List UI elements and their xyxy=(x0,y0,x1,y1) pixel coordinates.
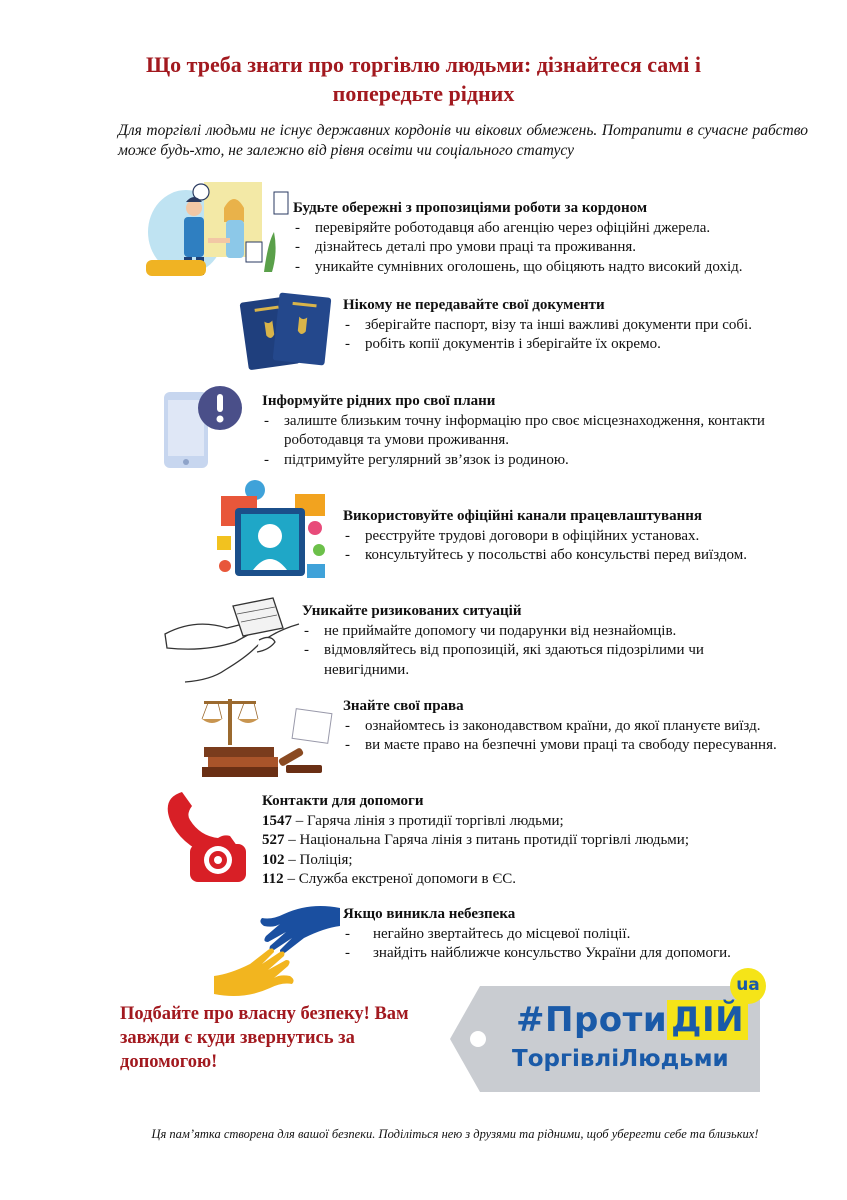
section-heading: Використовуйте офіційні канали працевлаштування xyxy=(343,508,703,524)
section-heading: Нікому не передавайте свої документи xyxy=(343,297,605,313)
money-handover-icon xyxy=(163,594,301,686)
intro-text: Для торгівлі людьми не існує державних кордонів чи вікових обмежень. Потрапити в сучасне рабство може будь-хто, не залежно від рівня освіти чи соціального статусу xyxy=(118,122,808,159)
contact-line xyxy=(262,831,802,851)
list-item: - залиште близьким точну інформацію про своє місцезнаходження, контакти роботодавця та умови проживання. xyxy=(262,412,802,451)
footer-note: Ця пам’ятка створена для вашої безпеки. Поділіться нею з друзями та рідними, щоб уберегти себе та близьких! xyxy=(151,1127,759,1141)
page-title: Що треба знати про торгівлю людьми: дізнайтеся самі і попередьте рідних xyxy=(145,52,701,106)
list-item: - знайдіть найближче консульство України для допомоги. xyxy=(343,944,813,964)
logo-hashtag-highlight: ДІЙ xyxy=(667,1000,748,1040)
list-item: - уникайте сумнівних оголошень, що обіцяють надто високий дохід. xyxy=(293,258,813,278)
list-item: - робіть копії документів і зберігайте їх окремо. xyxy=(343,335,813,355)
logo-ua-badge: ua xyxy=(730,968,766,1004)
logo-hashtag-part: #Проти xyxy=(516,1000,668,1040)
list-item: - ознайомтесь із законодавством країни, до якої плануєте виїзд. xyxy=(343,717,813,737)
section-official-channels xyxy=(343,507,813,566)
section-job-offers xyxy=(293,199,813,277)
contact-line xyxy=(262,812,802,832)
hotline-text: – Поліція; xyxy=(284,851,353,868)
section-heading: Знайте свої права xyxy=(343,698,464,714)
section-heading: Інформуйте рідних про свої плани xyxy=(262,393,496,409)
list-item: - ви маєте право на безпечні умови праці та свободу пересування. xyxy=(343,736,813,756)
section-heading: Будьте обережні з пропозиціями роботи за кордоном xyxy=(293,200,648,216)
section-inform-relatives xyxy=(262,392,802,470)
online-channels-icon xyxy=(215,478,335,586)
contacts-heading: Контакти для допомоги xyxy=(262,793,424,809)
logo-subtitle: ТоргівліЛюдьми xyxy=(512,1046,729,1072)
section-heading: Якщо виникла небезпека xyxy=(343,906,516,922)
section-contacts xyxy=(262,792,802,890)
section-risky-situations xyxy=(302,602,782,680)
list-item: - відмовляйтесь від пропозицій, які здаються підозрілими чи невигідними. xyxy=(302,641,782,680)
job-interview-illustration xyxy=(146,172,296,278)
list-item: - дізнайтесь деталі про умови праці та проживання. xyxy=(293,238,813,258)
section-documents xyxy=(343,296,813,355)
red-telephone-icon xyxy=(164,790,260,886)
hotline-text: – Служба екстреної допомоги в ЄС. xyxy=(283,871,517,887)
law-scales-icon xyxy=(198,693,334,779)
contact-line xyxy=(262,870,802,890)
list-item: - зберігайте паспорт, візу та інші важливі документи при собі. xyxy=(343,316,813,336)
hotline-number: 112 xyxy=(262,871,284,887)
list-item: - негайно звертайтесь до місцевої поліції. xyxy=(343,925,813,945)
list-item: - не приймайте допомогу чи подарунки від незнайомців. xyxy=(302,622,782,642)
section-know-rights xyxy=(343,697,813,756)
section-danger xyxy=(343,905,813,964)
campaign-logo xyxy=(436,966,776,1100)
phone-alert-icon xyxy=(160,386,250,470)
hotline-text: – Національна Гаряча лінія з питань протидії торгівлі людьми; xyxy=(284,832,689,848)
list-item: - консультуйтесь у посольстві або консульстві перед виїздом. xyxy=(343,546,813,566)
section-heading: Уникайте ризикованих ситуацій xyxy=(302,603,522,619)
logo-hashtag xyxy=(516,1000,748,1040)
call-to-action: Подбайте про власну безпеку! Вам завжди є куди звернутись за допомогою! xyxy=(120,1004,409,1072)
hotline-number: 1547 xyxy=(262,812,292,829)
list-item: - реєструйте трудові договори в офіційних установах. xyxy=(343,527,813,547)
helping-hands-icon xyxy=(212,902,342,998)
contact-line xyxy=(262,851,802,871)
hotline-number: 527 xyxy=(262,832,285,848)
hotline-number: 102 xyxy=(262,851,285,868)
passport-icon xyxy=(236,291,336,371)
hotline-text: – Гаряча лінія з протидії торгівлі людьми; xyxy=(292,812,564,829)
list-item: - підтримуйте регулярний зв’язок із родиною. xyxy=(262,451,802,471)
list-item: - перевіряйте роботодавця або агенцію через офіційні джерела. xyxy=(293,219,813,239)
